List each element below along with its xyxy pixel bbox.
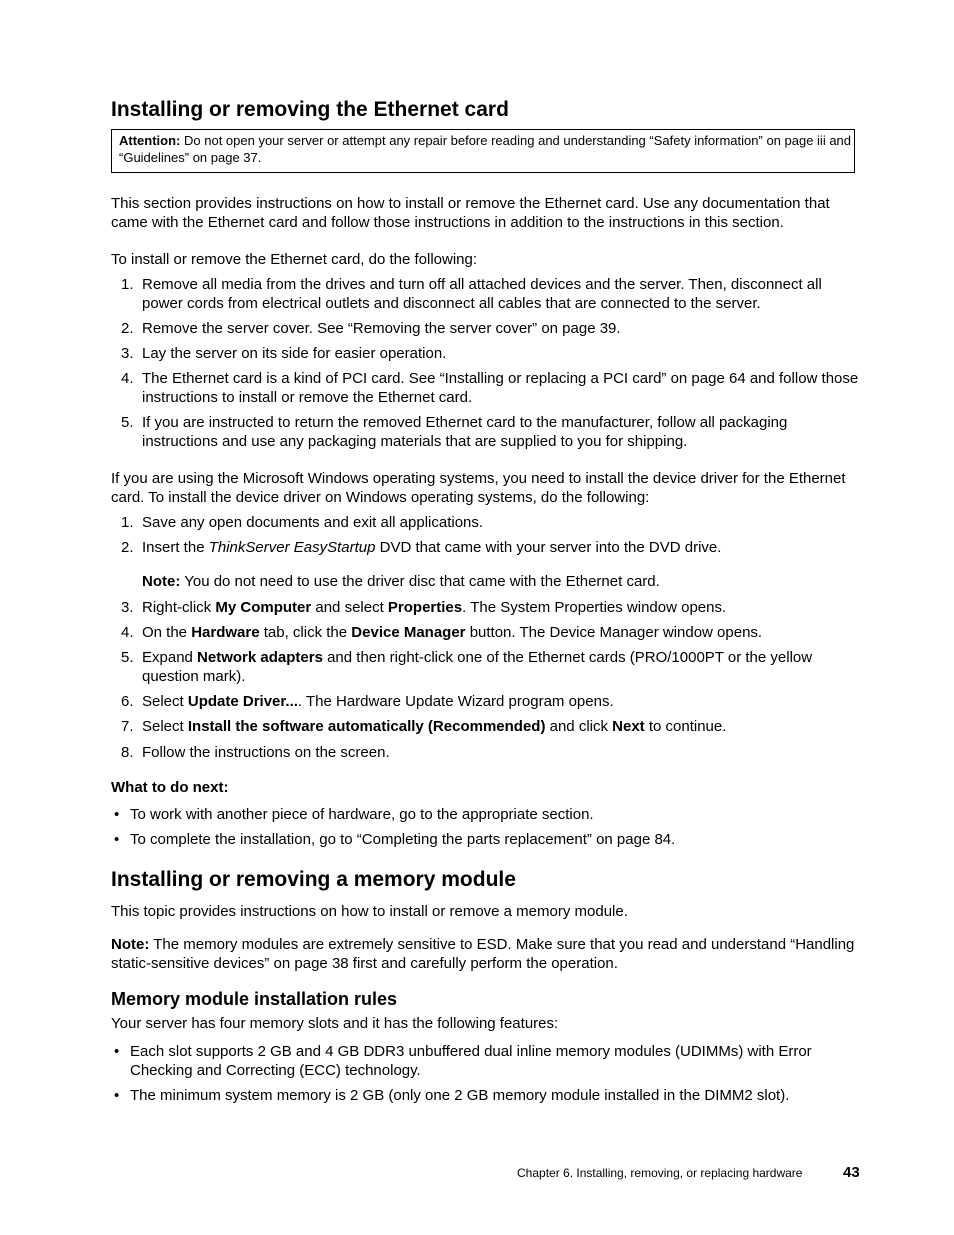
bullet-text: The minimum system memory is 2 GB (only one 2 GB memory module installed in the DIMM2 slot). (130, 1087, 790, 1104)
product-name: ThinkServer EasyStartup (208, 539, 376, 556)
step-text: Follow the instructions on the screen. (142, 744, 390, 761)
rules-intro-paragraph: Your server has four memory slots and it has the following features: (111, 1015, 559, 1032)
text-run: button. The Device Manager window opens. (465, 624, 763, 641)
step-number: 8. (121, 744, 134, 761)
step-number: 4. (121, 624, 134, 641)
step-number: 7. (121, 718, 134, 735)
section-title-ethernet: Installing or removing the Ethernet card (111, 98, 509, 121)
step-text (142, 692, 862, 711)
bullet-icon: • (114, 831, 120, 848)
step-text: Remove the server cover. See “Removing the server cover” on page 39. (142, 320, 621, 337)
note-label: Note: (142, 573, 181, 590)
text-run: Insert the (142, 539, 209, 556)
step-text (142, 598, 862, 617)
bullet-icon: • (114, 1043, 120, 1060)
intro-paragraph: This section provides instructions on how to install or remove the Ethernet card. Use any documentation that came with the Ethernet card and follow those instructions in addition to the instructions in this section. (111, 195, 830, 231)
step-text (142, 538, 862, 557)
ui-term: Install the software automatically (Recommended) (187, 718, 546, 735)
step-number: 3. (121, 345, 134, 362)
memory-intro-paragraph: This topic provides instructions on how to install or remove a memory module. (111, 903, 628, 920)
step-number: 4. (121, 370, 134, 387)
attention-label: Attention: (119, 133, 181, 148)
bullet-text: To work with another piece of hardware, go to the appropriate section. (130, 806, 594, 823)
page-number: 43 (843, 1164, 860, 1181)
step-text: The Ethernet card is a kind of PCI card. See “Installing or replacing a PCI card” on page 64 and follow those instructions to install or remove the Ethernet card. (142, 370, 859, 406)
text-run: and select (311, 599, 388, 616)
step-number: 1. (121, 514, 134, 531)
section-title-memory: Installing or removing a memory module (111, 868, 516, 891)
ui-term: Properties (387, 599, 463, 616)
bullet-text: To complete the installation, go to “Completing the parts replacement” on page 84. (130, 831, 676, 848)
bullet-icon: • (114, 806, 120, 823)
step-number: 5. (121, 649, 134, 666)
text-run: tab, click the (259, 624, 352, 641)
ui-term: My Computer (215, 599, 312, 616)
step-text: Save any open documents and exit all applications. (142, 514, 484, 531)
text-run: You do not need to use the driver disc that came with the Ethernet card. (180, 573, 660, 590)
step-text: If you are instructed to return the removed Ethernet card to the manufacturer, follow all packaging instructions and use any packaging materials that are supplied to you for shipping. (142, 414, 788, 450)
lead-paragraph: To install or remove the Ethernet card, do the following: (111, 251, 478, 268)
text-run: On the (142, 624, 192, 641)
ui-term: Update Driver... (187, 693, 298, 710)
ui-term: Device Manager (351, 624, 466, 641)
step-text (142, 648, 862, 686)
text-run: The memory modules are extremely sensitive to ESD. Make sure that you read and understand “Handling static-sensitive devices” on page 38 first and carefully perform the operation. (111, 936, 855, 972)
text-run: and click (545, 718, 613, 735)
step-number: 2. (121, 539, 134, 556)
bullet-icon: • (114, 1087, 120, 1104)
text-run: Right-click (142, 599, 216, 616)
text-run: Select (142, 693, 188, 710)
step-number: 1. (121, 276, 134, 293)
step-number: 2. (121, 320, 134, 337)
note-text (142, 572, 862, 591)
note-label: Note: (111, 936, 150, 953)
footer-chapter: Chapter 6. Installing, removing, or replacing hardware (517, 1166, 803, 1180)
text-run: DVD that came with your server into the DVD drive. (375, 539, 722, 556)
what-to-do-next-heading: What to do next: (111, 779, 229, 796)
attention-text: Do not open your server or attempt any repair before reading and understanding “Safety information” on page iii and “Guidelines” on page 37. (119, 133, 852, 165)
step-number: 6. (121, 693, 134, 710)
step-number: 5. (121, 414, 134, 431)
text-run: . The Hardware Update Wizard program opens. (297, 693, 614, 710)
subsection-title-rules: Memory module installation rules (111, 989, 398, 1009)
text-run: and then right-click one of the Ethernet cards (PRO/1000PT or the yellow question mark). (142, 649, 813, 685)
step-text (142, 717, 862, 736)
step-number: 3. (121, 599, 134, 616)
text-run: to continue. (644, 718, 727, 735)
text-run: . The System Properties window opens. (462, 599, 727, 616)
step-text: Lay the server on its side for easier operation. (142, 345, 447, 362)
memory-note-paragraph (111, 935, 862, 973)
step-text (142, 623, 862, 642)
attention-box (111, 129, 855, 173)
text-run: Select (142, 718, 188, 735)
ui-term: Hardware (191, 624, 260, 641)
ui-term: Network adapters (197, 649, 323, 666)
ui-term: Next (612, 718, 645, 735)
text-run: Expand (142, 649, 198, 666)
bullet-text: Each slot supports 2 GB and 4 GB DDR3 unbuffered dual inline memory modules (UDIMMs) with Error Checking and Correcting (ECC) technology. (130, 1043, 812, 1079)
step-text: Remove all media from the drives and turn off all attached devices and the server. Then, disconnect all power cords from electrical outlets and disconnect all cables that are connected to the server. (142, 276, 822, 312)
windows-intro-paragraph: If you are using the Microsoft Windows operating systems, you need to install the device driver for the Ethernet card. To install the device driver on Windows operating systems, do the following: (111, 470, 846, 506)
